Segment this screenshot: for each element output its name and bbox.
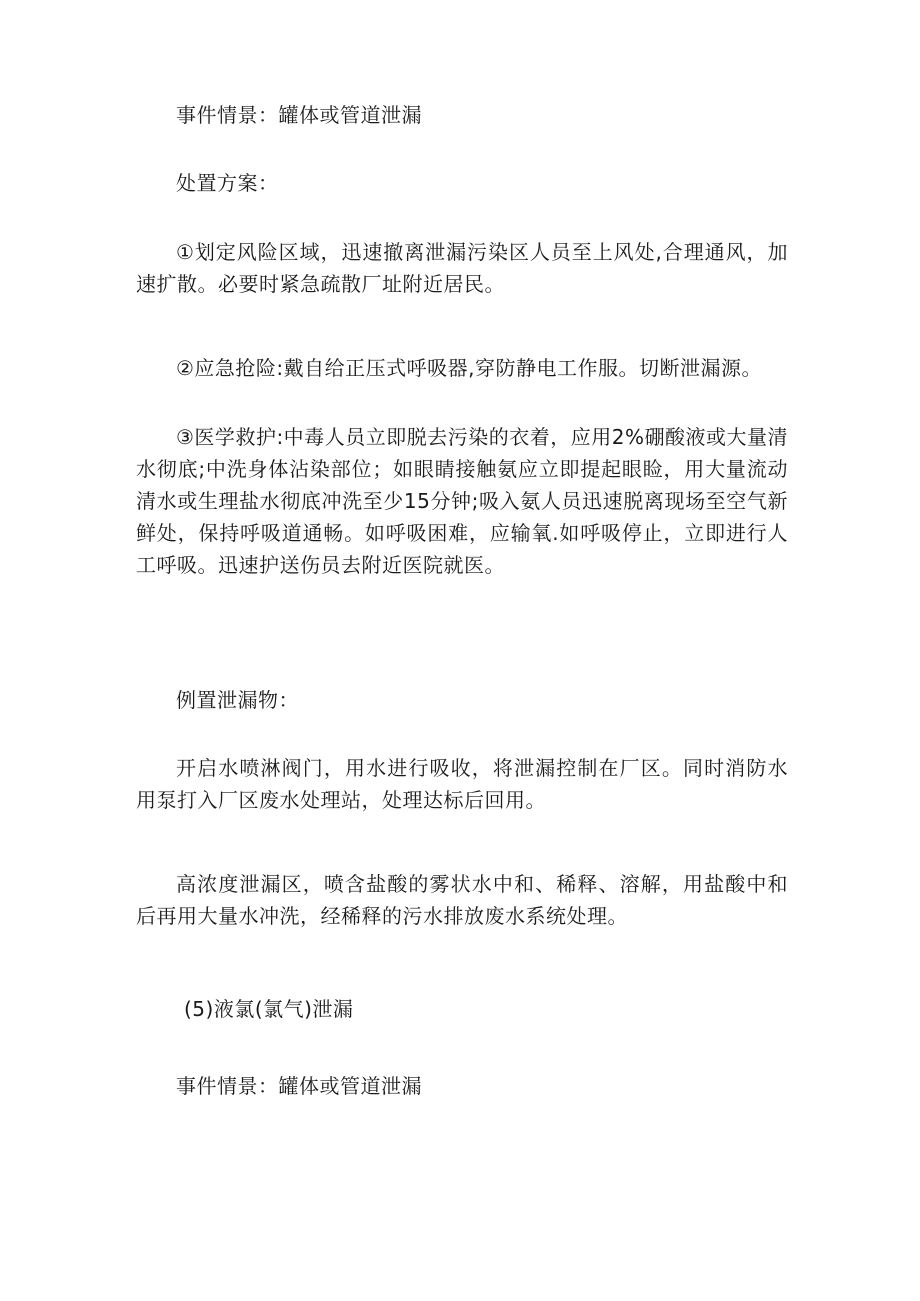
medical-aid-paragraph: ③医学救护:中毒人员立即脱去污染的衣着，应用2%硼酸液或大量清水彻底;中洗身体沾染部位；如眼睛接触氨应立即提起眼睑，用大量流动清水或生理盐水彻底冲洗至少15分钟;吸入氨人员迅速脱离现场至空气新鲜处，保持呼吸道通畅。如呼吸困难，应输氧.如呼吸停止，立即进行人工呼吸。迅速护送伤员去附近医院就医。 xyxy=(136,425,788,577)
leak-handling-heading: 例置泄漏物： xyxy=(176,688,299,712)
emergency-rescue-paragraph: ②应急抢险:戴自给正压式呼吸器,穿防静电工作服。切断泄漏源。 xyxy=(176,356,763,380)
disposal-plan-heading: 处置方案： xyxy=(176,171,279,195)
event-scenario-paragraph-2: 事件情景：罐体或管道泄漏 xyxy=(176,1074,422,1098)
water-spray-paragraph: 开启水喷淋阀门，用水进行吸收，将泄漏控制在厂区。同时消防水用泵打入厂区废水处理站，处理达标后回用。 xyxy=(136,756,788,812)
high-concentration-paragraph: 高浓度泄漏区，喷含盐酸的雾状水中和、稀释、溶解，用盐酸中和后再用大量水冲洗，经稀释的污水排放废水系统处理。 xyxy=(136,872,788,928)
risk-zone-paragraph: ①划定风险区域，迅速撤离泄漏污染区人员至上风处,合理通风，加速扩散。必要时紧急疏散厂址附近居民。 xyxy=(136,240,788,296)
event-scenario-paragraph: 事件情景：罐体或管道泄漏 xyxy=(176,103,422,127)
section-5-heading: (5)液氯(氯气)泄漏 xyxy=(184,997,354,1021)
